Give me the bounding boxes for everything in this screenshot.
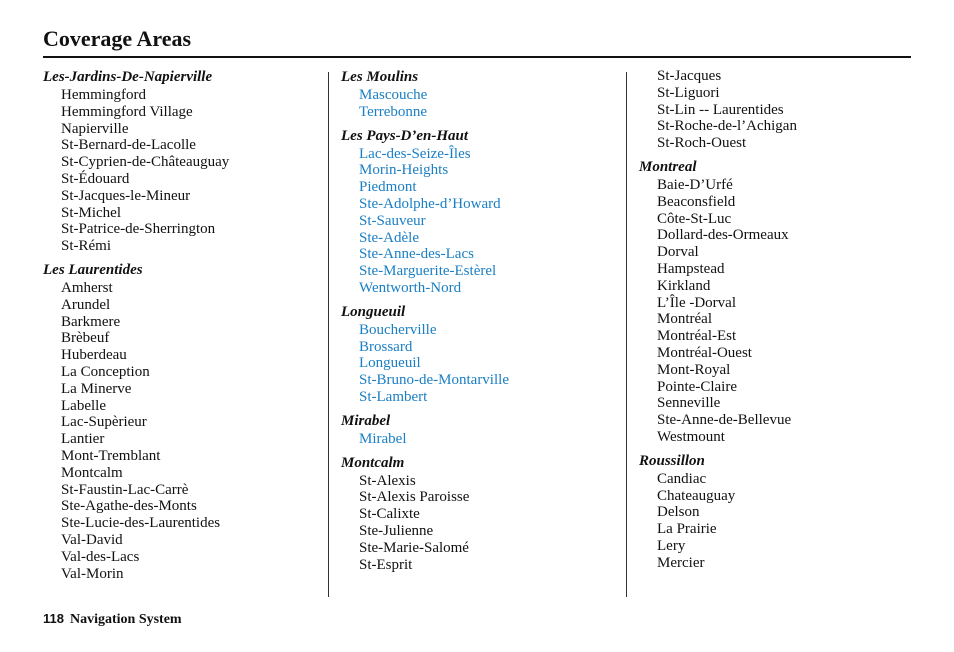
city-item: Ste-Lucie-des-Laurentides (61, 515, 221, 532)
region-section (341, 127, 621, 297)
region-heading: Les-Jardins-De-Napierville (43, 69, 213, 85)
column-3 (639, 68, 919, 572)
city-list (639, 68, 919, 152)
city-link[interactable]: St-Bruno-de-Montarville (359, 372, 509, 389)
city-item: Mont-Tremblant (61, 447, 161, 464)
city-item: St-Faustin-Lac-Carrè (61, 481, 189, 498)
city-item: Ste-Marie-Salomé (359, 539, 469, 556)
city-list (43, 280, 323, 582)
city-item: L’Île -Dorval (657, 294, 736, 311)
region-heading: Montreal (639, 158, 697, 175)
city-link[interactable]: Mirabel (359, 430, 407, 447)
region-heading: Les Laurentides (43, 261, 143, 278)
city-link[interactable]: Ste-Adolphe-d’Howard (359, 195, 501, 212)
city-item: Senneville (657, 395, 721, 412)
region-section (341, 68, 621, 121)
region-section (639, 68, 919, 152)
city-list (43, 87, 323, 255)
region-section (43, 261, 323, 582)
page-footer (43, 610, 182, 629)
city-item: Huberdeau (61, 347, 127, 364)
city-item: La Conception (61, 363, 150, 380)
region-heading: Montcalm (341, 454, 405, 471)
city-list (341, 322, 621, 406)
city-link[interactable]: Lac-des-Seize-Îles (359, 145, 471, 162)
city-item: Lery (657, 537, 686, 554)
city-item: St-Michel (61, 204, 121, 221)
city-item: Delson (657, 504, 700, 521)
city-item: Candiac (657, 470, 707, 487)
column-1 (43, 68, 323, 582)
city-item: Côte-St-Luc (657, 210, 732, 227)
city-item: St-Roch-Ouest (657, 135, 747, 152)
city-item: Hemmingford Village (61, 103, 193, 120)
city-link[interactable]: Mascouche (359, 87, 428, 103)
city-item: La Minerve (61, 380, 132, 397)
city-item: Montréal-Est (657, 328, 737, 345)
city-list (341, 87, 621, 121)
city-item: Hampstead (657, 260, 725, 277)
city-item: St-Cyprien-de-Châteauguay (61, 154, 230, 171)
city-item: St-Liguori (657, 84, 720, 101)
city-item: St-Jacques-le-Mineur (61, 187, 191, 204)
city-item: Labelle (61, 397, 106, 414)
city-item: Dollard-des-Ormeaux (657, 227, 789, 244)
city-item: Pointe-Claire (657, 378, 737, 395)
city-item: Montréal (657, 311, 712, 328)
city-item: St-Esprit (359, 556, 413, 573)
city-item: Val-des-Lacs (61, 548, 140, 565)
city-item: Chateauguay (657, 487, 736, 504)
city-item: St-Jacques (657, 68, 722, 84)
city-link[interactable]: Piedmont (359, 179, 417, 196)
region-heading: Roussillon (639, 452, 705, 469)
city-item: Ste-Agathe-des-Monts (61, 498, 197, 515)
city-list (639, 471, 919, 572)
page-title: Coverage Areas (43, 26, 192, 51)
city-link[interactable]: Wentworth-Nord (359, 279, 462, 296)
city-link[interactable]: Ste-Anne-des-Lacs (359, 246, 474, 263)
column-2 (341, 68, 621, 573)
city-item: La Prairie (657, 521, 717, 538)
city-item: Montcalm (61, 464, 123, 481)
city-item: Hemmingford (61, 87, 146, 103)
city-link[interactable]: Longueuil (359, 355, 421, 372)
city-link[interactable]: Ste-Adèle (359, 229, 419, 246)
city-item: Brèbeuf (61, 330, 110, 347)
city-item: St-Patrice-de-Sherrington (61, 221, 216, 238)
city-list (341, 473, 621, 574)
city-item: Dorval (657, 244, 699, 261)
city-item: St-Alexis Paroisse (359, 489, 470, 506)
city-list (341, 146, 621, 297)
region-section (341, 454, 621, 574)
city-link[interactable]: Morin-Heights (359, 162, 449, 179)
city-item: Barkmere (61, 313, 121, 330)
city-item: Ste-Julienne (359, 522, 434, 539)
region-section (639, 452, 919, 572)
city-item: St-Édouard (61, 170, 130, 187)
region-section (43, 68, 323, 255)
city-item: Baie-D’Urfé (657, 176, 733, 193)
column-divider (328, 72, 329, 597)
city-item: St-Rémi (61, 238, 112, 255)
city-item: Lac-Supèrieur (61, 414, 147, 431)
column-divider (626, 72, 627, 597)
city-item: Val-Morin (61, 565, 124, 582)
region-section (639, 158, 919, 446)
page-number: 118 (43, 611, 64, 626)
region-heading: Longueuil (341, 303, 406, 320)
city-link[interactable]: Terrebonne (359, 103, 428, 120)
city-item: Arundel (61, 296, 111, 313)
city-item: St-Calixte (359, 506, 420, 523)
city-item: Mont-Royal (657, 361, 731, 378)
city-item: Amherst (61, 279, 113, 296)
city-list (341, 431, 621, 448)
title-divider (43, 56, 911, 58)
city-item: Napierville (61, 120, 129, 137)
city-item: Kirkland (657, 277, 711, 294)
region-heading: Les Moulins (341, 69, 419, 85)
city-link[interactable]: Brossard (359, 338, 413, 355)
city-link[interactable]: St-Lambert (359, 388, 428, 405)
city-item: Val-David (61, 531, 123, 548)
city-item: Westmount (657, 428, 725, 445)
city-item: St-Alexis (359, 472, 416, 489)
city-item: Montréal-Ouest (657, 344, 752, 361)
region-heading: Les Pays-D’en-Haut (341, 127, 469, 144)
city-link[interactable]: St-Sauveur (359, 212, 426, 229)
city-item: St-Lin -- Laurentides (657, 101, 784, 118)
footer-section-label: Navigation System (69, 612, 182, 627)
city-link[interactable]: Boucherville (359, 321, 437, 338)
city-item: St-Bernard-de-Lacolle (61, 137, 196, 154)
city-item: St-Roche-de-l’Achigan (657, 118, 797, 135)
city-item: Ste-Anne-de-Bellevue (657, 412, 792, 429)
city-item: Lantier (61, 431, 105, 448)
region-heading: Mirabel (341, 412, 391, 429)
region-section (341, 412, 621, 448)
city-list (639, 177, 919, 446)
city-link[interactable]: Ste-Marguerite-Estèrel (359, 263, 497, 280)
region-section (341, 303, 621, 406)
city-item: Mercier (657, 554, 705, 571)
city-item: Beaconsfield (657, 193, 736, 210)
